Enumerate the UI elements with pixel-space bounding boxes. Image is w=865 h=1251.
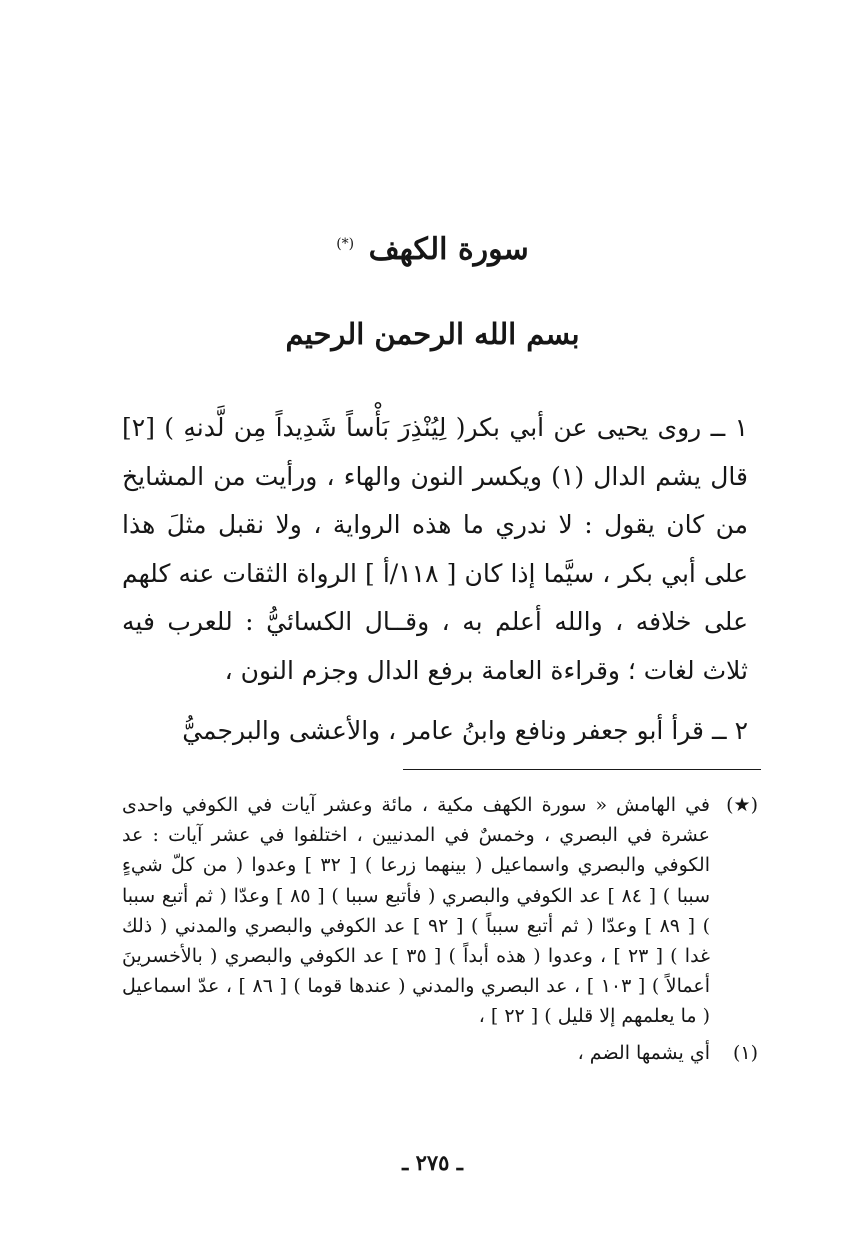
footnote-1-text: أي يشمها الضم ،: [577, 1041, 710, 1064]
footnote-1-mark: (١): [732, 1041, 758, 1064]
page-number: ـ ٢٧٥ ـ: [402, 1150, 463, 1175]
footnote-star-mark: (★): [726, 794, 758, 816]
footnote-1: [122, 1038, 758, 1068]
entry-2-paragraph: ٢ ــ قرأ أبو جعفر ونافع وابنُ عامر ، والأعشى والبرجميُّ: [182, 716, 748, 745]
main-text: [122, 404, 748, 756]
surah-title-text: سورة الكهف: [368, 232, 529, 267]
footnote-star: [122, 790, 758, 1032]
footnote-star-text: في الهامش « سورة الكهف مكية ، مائة وعشر آيات في الكوفي واحدى عشرة في البصري ، وخمسٌ في المدنيين ، اختلفوا في عشر آيات : عد الكوفي والبصري واسماعيل ( بينهما زرعا ) [ ٣٢ ] وعدوا ( من كلّ شيءٍ سببا ) [ ٨٤ ] عد الكوفي والبصري ( فأتبع سببا ) [ ٨٥ ] وعدّا ( ثم أتبع سببا ) [ ٨٩ ] وعدّا ( ثم أتبع سبباً ) [ ٩٢ ] عد الكوفي والبصري والمدني ( ذلك غدا ) [ ٢٣ ] ، وعدوا ( هذه أبداً ) [ ٣٥ ] عد الكوفي والبصري ( بالأخسرينَ أعمالاً ) [ ١٠٣ ] ، عد البصري والمدني ( عندها قوما ) [ ٨٦ ] ، عدّ اسماعيل ( ما يعلمهم إلا قليل ) [ ٢٢ ] ،: [122, 794, 711, 1028]
entry-1-paragraph: ١ ــ روى يحيى عن أبي بكر( لِيُنْذِرَ بَأْساً شَدِيداً مِن لَّدنهِ ) [٢] قال يشم الدال (١) ويكسر النون والهاء ، ورأيت من المشايخ من كان يقول : لا ندري ما هذه الرواية ، ولا نقبل مثلَ هذا على أبي بكر ، سيَّما إذا كان [ ١١٨/أ ] الرواة الثقات عنه كلهم على خلافه ، والله أعلم به ، وقــال الكسائيُّ : للعرب فيه ثلاث لغات ؛ وقراءة العامة برفع الدال وجزم النون ،: [122, 413, 748, 685]
surah-title-footnote-mark: (*): [336, 236, 355, 252]
footnote-separator-rule: [403, 769, 761, 770]
surah-title: [0, 222, 865, 272]
footnotes: [122, 790, 758, 1068]
basmala: بسم الله الرحمن الرحيم: [285, 317, 580, 351]
